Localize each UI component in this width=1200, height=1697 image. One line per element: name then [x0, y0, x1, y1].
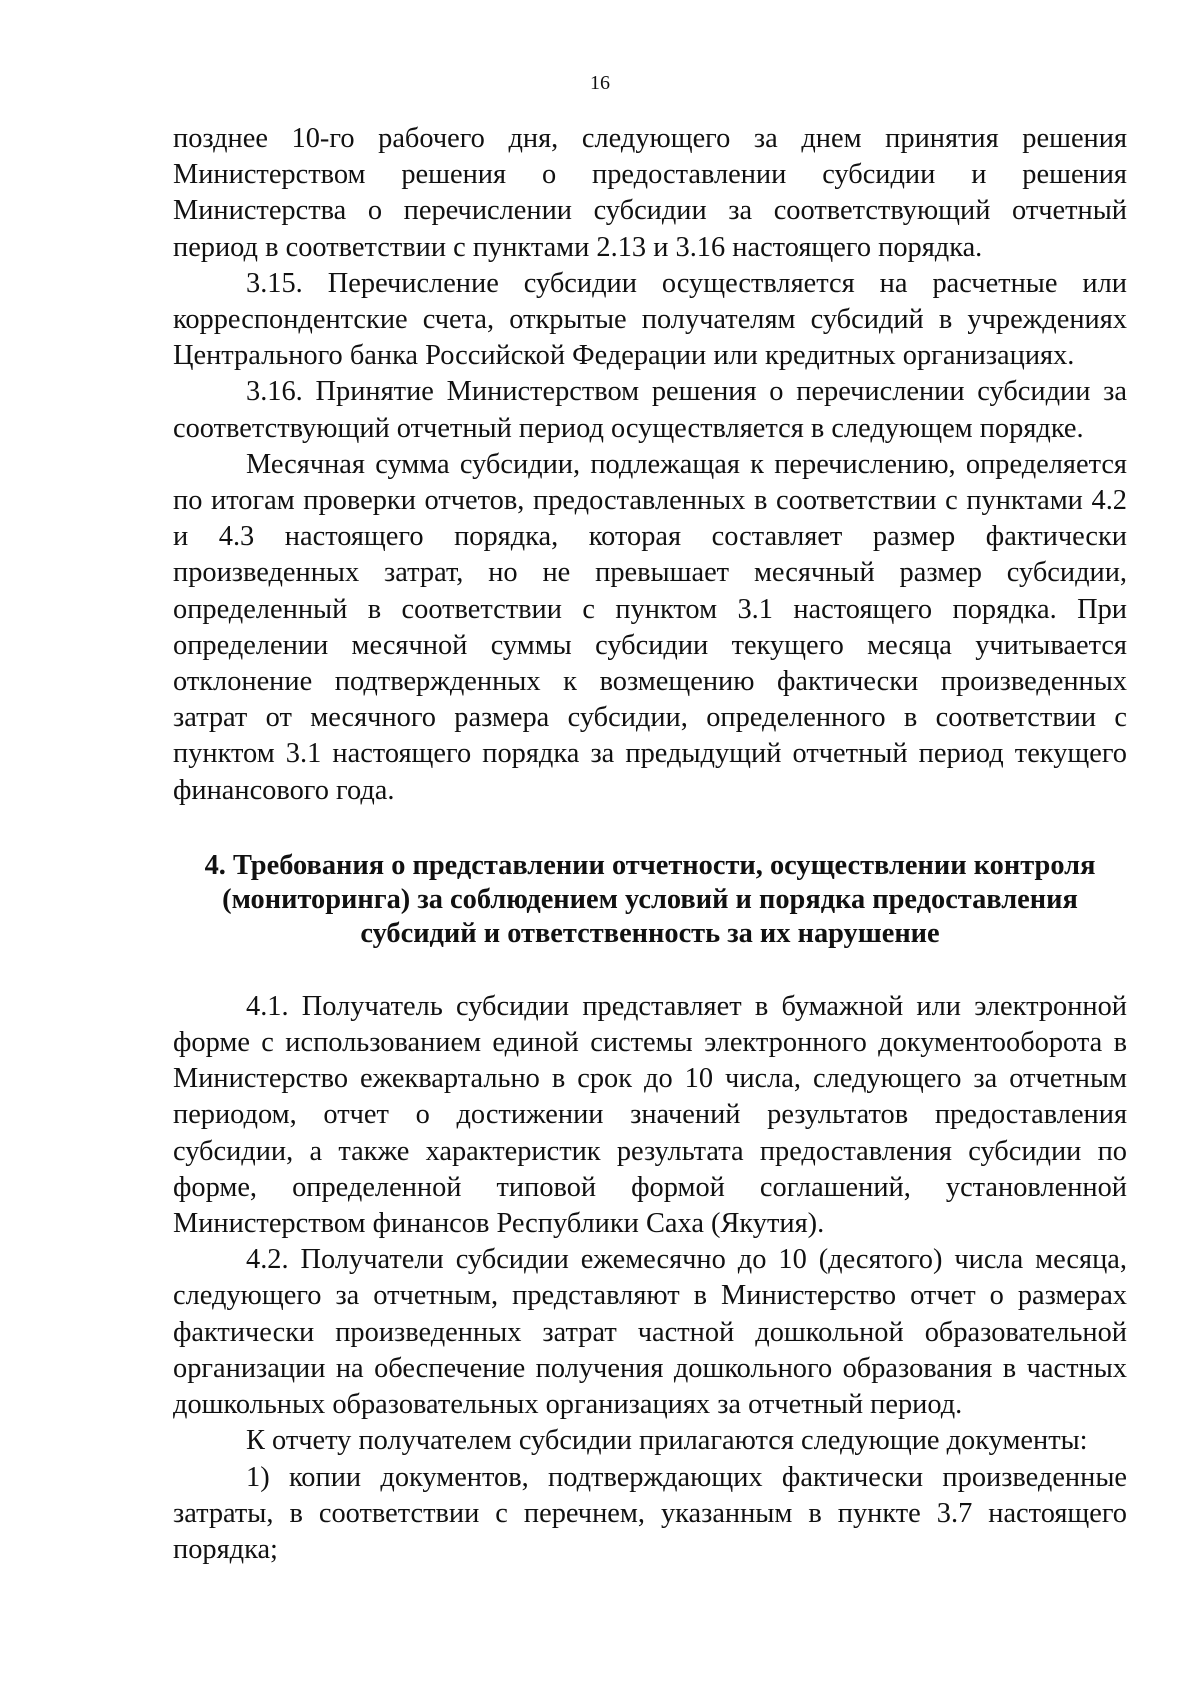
paragraph-3-15: 3.15. Перечисление субсидии осуществляется на расчетные или корреспондентские счета, открытые получателям субсидий в учреждениях Центрального банка Российской Федерации или кредитных организациях.: [173, 267, 1127, 372]
paragraph-list-item-1: 1) копии документов, подтверждающих фактически произведенные затраты, в соответствии с перечнем, указанным в пункте 3.7 настоящего порядка;: [173, 1461, 1127, 1565]
paragraph-attachments-intro: К отчету получателем субсидии прилагаются следующие документы:: [246, 1425, 1088, 1457]
page-number: 16: [590, 72, 610, 94]
paragraph-4-2: 4.2. Получатели субсидии ежемесячно до 10 (десятого) числа месяца, следующего за отчетным, представляют в Министерство отчет о размерах фактически произведенных затрат частной дошкольной образовательной организации на обеспечение получения дошкольного образования в частных дошкольных образовательных организациях за отчетный период.: [173, 1244, 1127, 1421]
section-heading-line-3: субсидий и ответственность за их нарушение: [360, 917, 940, 949]
section-heading-line-1: 4. Требования о представлении отчетности, осуществлении контроля: [204, 849, 1096, 881]
paragraph-4-1: 4.1. Получатель субсидии представляет в бумажной или электронной форме с использованием единой системы электронного документооборота в Министерство ежеквартально в срок до 10 числа, следующего за отчетным периодом, отчет о достижении значений результатов предоставления субсидии, а также характеристик результата предоставления субсидии по форме, определенной типовой формой соглашений, установленной Министерством финансов Республики Саха (Якутия).: [173, 990, 1127, 1240]
paragraph-3-16: 3.16. Принятие Министерством решения о перечислении субсидии за соответствующий отчетный период осуществляется в следующем порядке.: [173, 376, 1127, 444]
section-heading-line-2: (мониторинга) за соблюдением условий и порядка предоставления: [222, 883, 1078, 915]
document-body: [173, 121, 1127, 1568]
paragraph-monthly-sum: Месячная сумма субсидии, подлежащая к перечислению, определяется по итогам проверки отчетов, предоставленных в соответствии с пунктами 4.2 и 4.3 настоящего порядка, которая составляет размер фактически произведенных затрат, но не превышает месячный размер субсидии, определенный в соответствии с пунктом 3.1 настоящего порядка. При определении месячной суммы субсидии текущего месяца учитывается отклонение подтвержденных к возмещению фактически произведенных затрат от месячного размера субсидии, определенного в соответствии с пунктом 3.1 настоящего порядка за предыдущий отчетный период текущего финансового года.: [173, 448, 1127, 806]
section-heading-4: [173, 849, 1127, 951]
paragraph-continuation: позднее 10-го рабочего дня, следующего за днем принятия решения Министерством решения о предоставлении субсидии и решения Министерства о перечислении субсидии за соответствующий отчетный период в соответствии с пунктами 2.13 и 3.16 настоящего порядка.: [173, 123, 1127, 263]
